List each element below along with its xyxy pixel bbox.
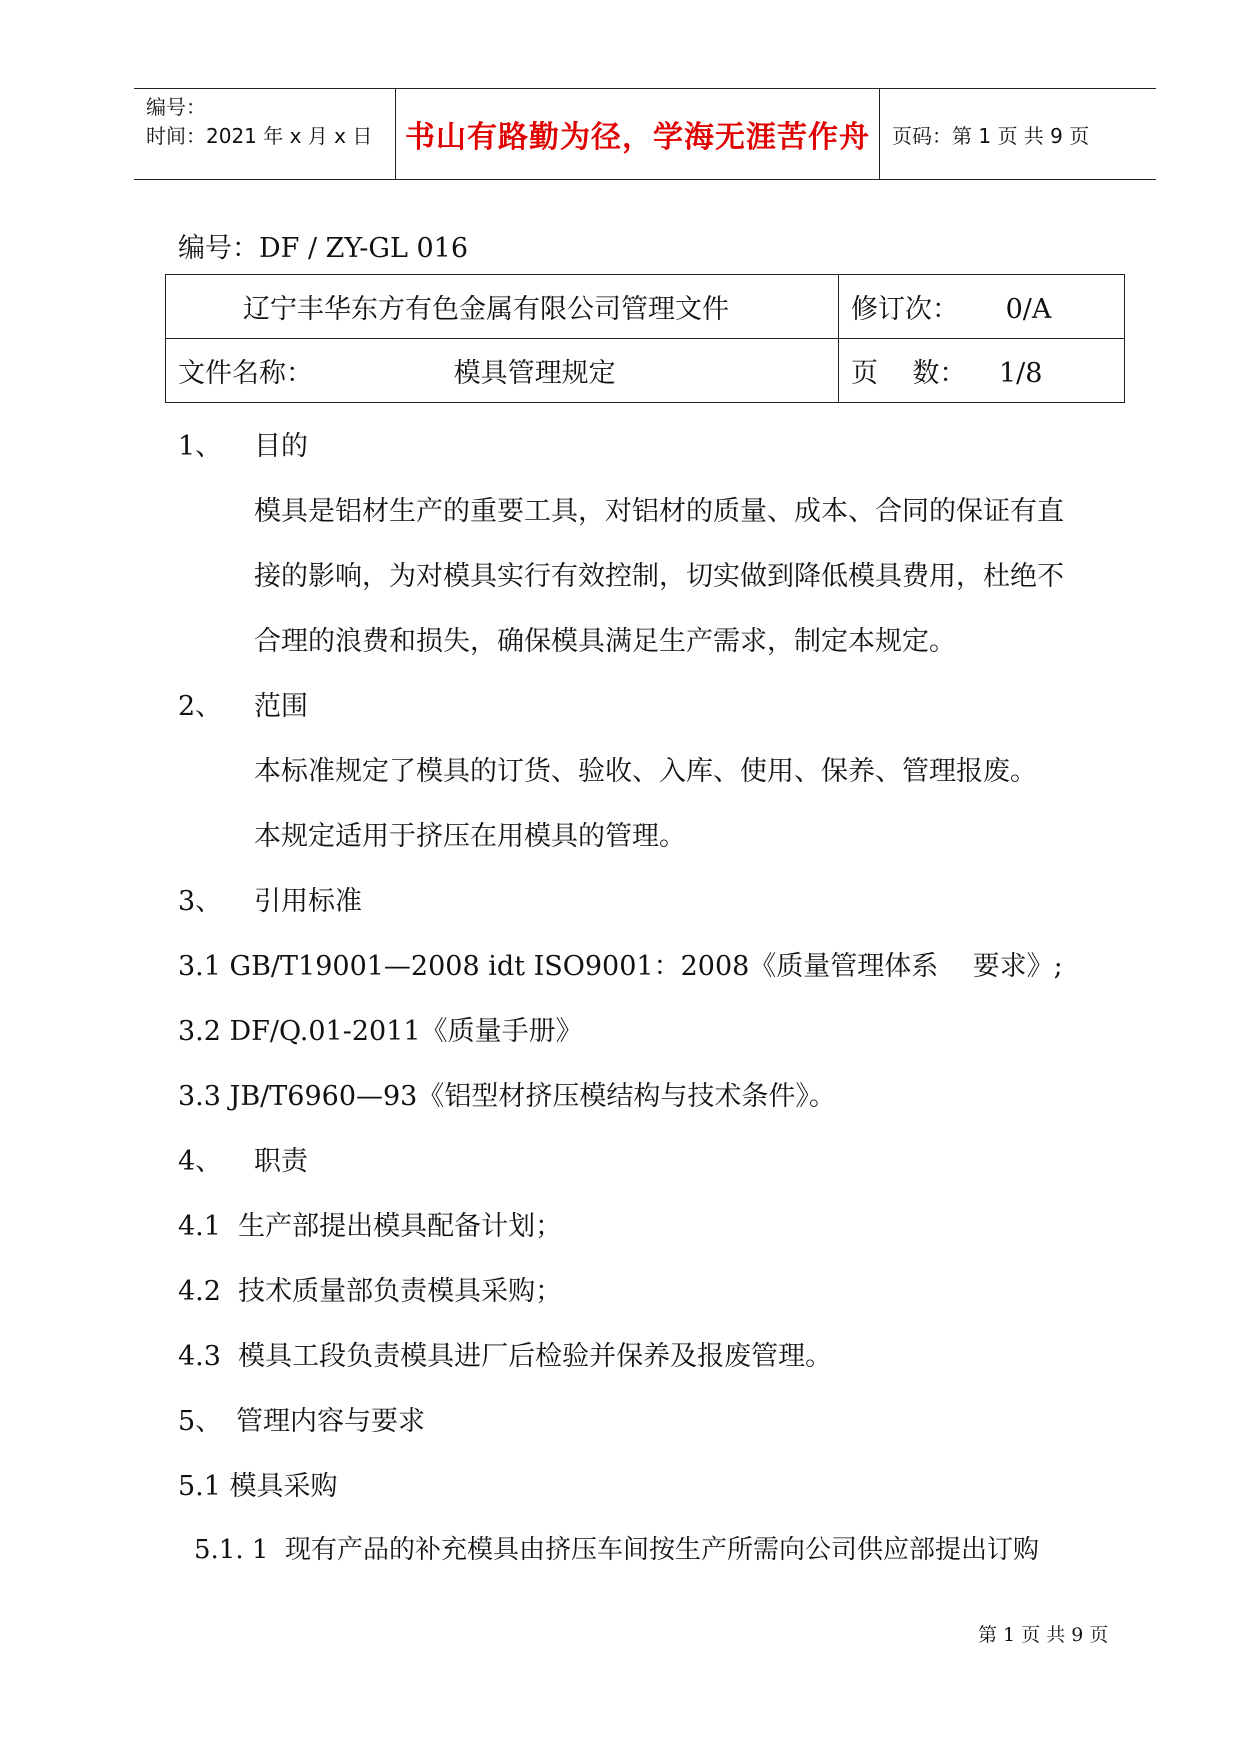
section-number: 5、 (178, 1406, 223, 1437)
section-number: 1、 (178, 431, 223, 462)
reference-item: 3.1 GB/T19001—2008 idt ISO9001：2008《质量管理体系 要求》; (178, 951, 1063, 982)
header-time-label: 时间：2021 年 x 月 x 日 (146, 124, 373, 148)
company-name-cell (166, 275, 839, 339)
duty-item: 4.3 模具工段负责模具进厂后检验并保养及报废管理。 (178, 1341, 833, 1372)
header-info (134, 89, 396, 179)
section-title: 管理内容与要求 (236, 1406, 425, 1437)
pages-label: 页 数： (851, 358, 967, 389)
revision-value: 0/A (1005, 294, 1052, 325)
pages-cell (839, 339, 1125, 403)
section-title: 目的 (254, 431, 308, 462)
section-number: 3、 (178, 886, 223, 917)
duty-item: 4.1 生产部提出模具配备计划； (178, 1211, 563, 1242)
page-header (134, 88, 1156, 180)
section-number: 2、 (178, 691, 223, 722)
document-meta-table (165, 274, 1125, 403)
paragraph-line: 模具是铝材生产的重要工具，对铝材的质量、成本、合同的保证有直 (254, 496, 1064, 527)
section-title: 职责 (254, 1146, 308, 1177)
file-name-cell (166, 339, 839, 403)
section-heading (178, 1139, 308, 1178)
paragraph-line: 接的影响，为对模具实行有效控制，切实做到降低模具费用，杜绝不 (254, 561, 1064, 592)
section-heading (178, 879, 362, 918)
revision-cell (839, 275, 1125, 339)
file-name-label: 文件名称： (178, 358, 313, 389)
page-footer: 第 1 页 共 9 页 (978, 1624, 1109, 1646)
paragraph-line: 合理的浪费和损失，确保模具满足生产需求，制定本规定。 (254, 626, 956, 657)
paragraph-line: 本规定适用于挤压在用模具的管理。 (254, 821, 686, 852)
section-number: 4、 (178, 1146, 223, 1177)
reference-item: 3.2 DF/Q.01-2011《质量手册》 (178, 1016, 583, 1047)
revision-label: 修订次： (851, 294, 959, 325)
reference-item: 3.3 JB/T6960—93《铝型材挤压模结构与技术条件》。 (178, 1081, 836, 1112)
section-title: 引用标准 (254, 886, 362, 917)
file-name-value: 模具管理规定 (453, 358, 616, 389)
section-title: 范围 (254, 691, 308, 722)
section-heading (178, 424, 308, 463)
section-heading (178, 684, 308, 723)
paragraph-line: 本标准规定了模具的订货、验收、入库、使用、保养、管理报废。 (254, 756, 1037, 787)
subsection-line: 5.1. 1 现有产品的补充模具由挤压车间按生产所需向公司供应部提出订购 (194, 1535, 1039, 1565)
company-name: 辽宁丰华东方有色金属有限公司管理文件 (243, 294, 729, 325)
header-motto: 书山有路勤为径，学海无涯苦作舟 (396, 89, 880, 179)
pages-value: 1/8 (998, 358, 1043, 389)
document-number: 编号：DF / ZY-GL 016 (178, 233, 468, 264)
duty-item: 4.2 技术质量部负责模具采购； (178, 1276, 563, 1307)
subsection-heading: 5.1 模具采购 (178, 1471, 338, 1502)
section-heading (178, 1399, 425, 1438)
header-number-label: 编号： (146, 95, 206, 119)
header-page-label: 页码：第 1 页 共 9 页 (892, 123, 1090, 148)
